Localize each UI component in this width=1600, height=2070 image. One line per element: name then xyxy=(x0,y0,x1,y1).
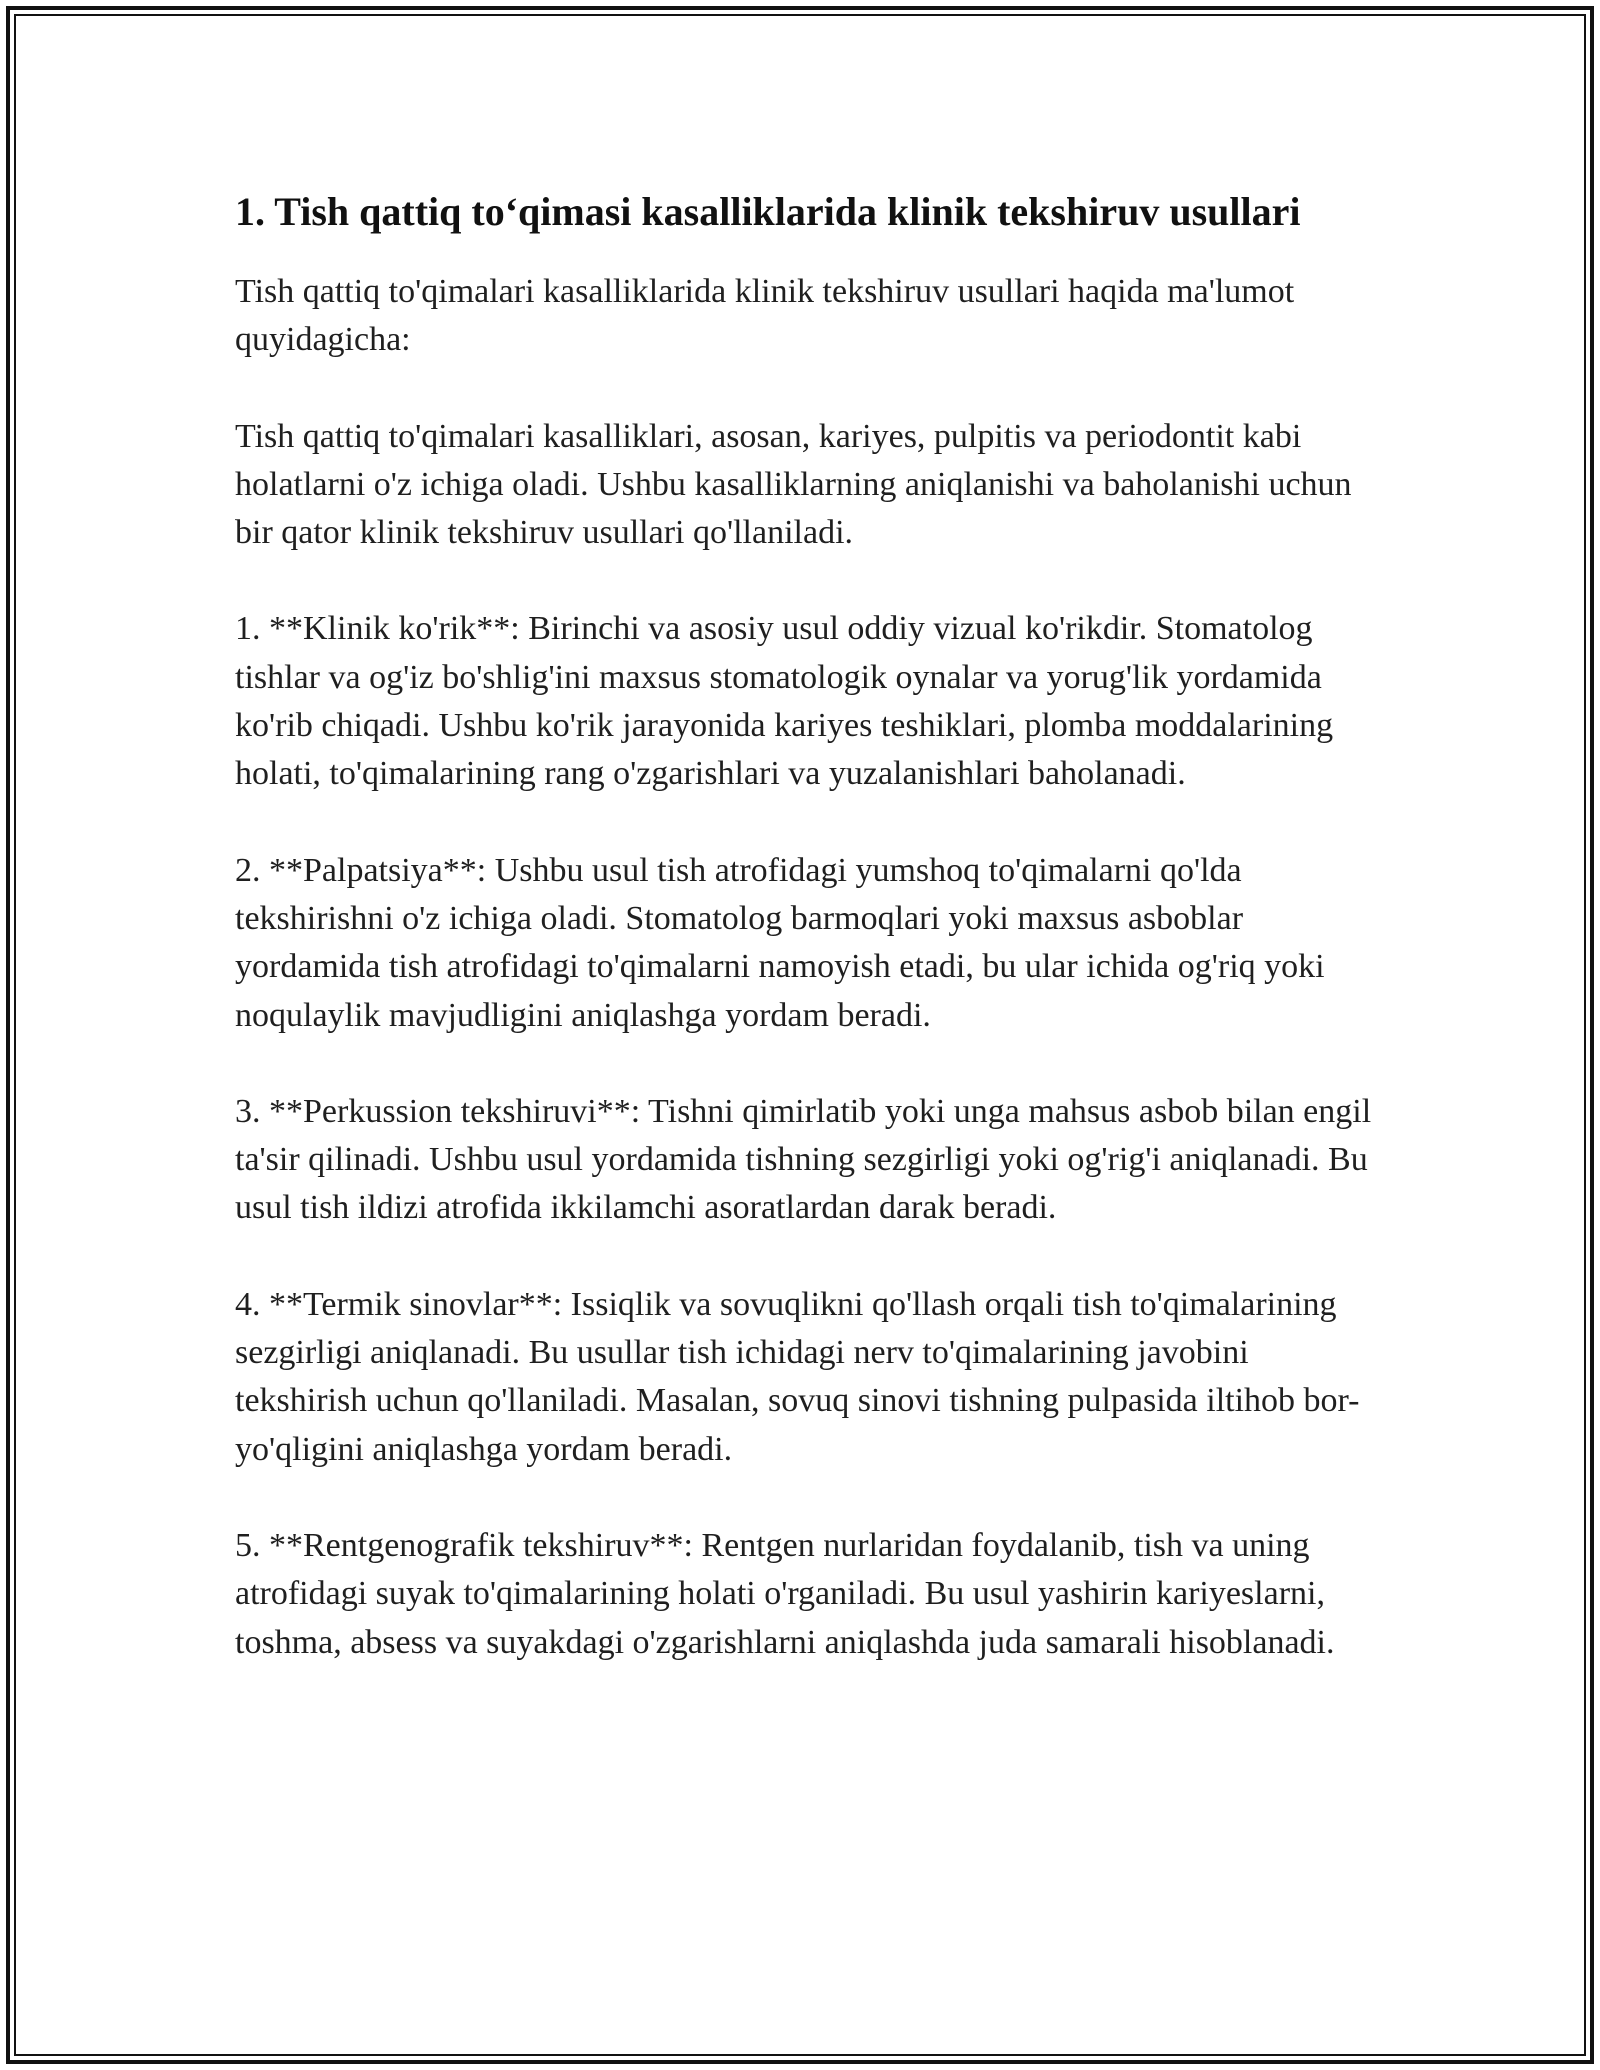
document-body xyxy=(235,186,1375,1715)
method-radiography: 5. **Rentgenografik tekshiruv**: Rentgen nurlaridan foydalanib, tish va uning atrofidagi suyak to'qimalarining holati o'rganiladi. Bu usul yashirin kariyeslarni, toshma, absess va suyakdagi o'zgarishlarni aniqlashda juda samarali hisoblanadi. xyxy=(235,1526,1335,1661)
method-percussion: 3. **Perkussion tekshiruvi**: Tishni qimirlatib yoki unga mahsus asbob bilan engil ta'sir qilinadi. Ushbu usul yordamida tishning sezgirligi yoki og'rig'i aniqlanadi. Bu usul tish ildizi atrofida ikkilamchi asoratlardan darak beradi. xyxy=(235,1092,1372,1227)
method-palpation: 2. **Palpatsiya**: Ushbu usul tish atrofidagi yumshoq to'qimalarni qo'lda tekshirishni o'z ichiga oladi. Stomatolog barmoqlari yoki maxsus asboblar yordamida tish atrofidagi to'qimalarni namoyish etadi, bu ular ichida og'riq yoki noqulaylik mavjudligini aniqlashga yordam beradi. xyxy=(235,851,1325,1034)
document-title: 1. Tish qattiq to‘qimasi kasalliklarida klinik tekshiruv usullari xyxy=(235,189,1301,234)
method-clinical-exam: 1. **Klinik ko'rik**: Birinchi va asosiy usul oddiy vizual ko'rikdir. Stomatolog tishlar va og'iz bo'shlig'ini maxsus stomatologik oynalar va yorug'lik yordamida ko'rib chiqadi. Ushbu ko'rik jarayonida kariyes teshiklari, plomba moddalarining holati, to'qimalarining rang o'zgarishlari va yuzalanishlari baholanadi. xyxy=(235,610,1334,793)
intro-paragraph: Tish qattiq to'qimalari kasalliklarida klinik tekshiruv usullari haqida ma'lumot quyidagicha: xyxy=(235,273,1295,359)
overview-paragraph: Tish qattiq to'qimalari kasalliklari, asosan, kariyes, pulpitis va periodontit kabi holatlarni o'z ichiga oladi. Ushbu kasalliklarning aniqlanishi va baholanishi uchun bir qator klinik tekshiruv usullari qo'llaniladi. xyxy=(235,417,1352,552)
method-thermal-tests: 4. **Termik sinovlar**: Issiqlik va sovuqlikni qo'llash orqali tish to'qimalarining sezgirligi aniqlanadi. Bu usullar tish ichidagi nerv to'qimalarining javobini tekshirish uchun qo'llaniladi. Masalan, sovuq sinovi tishning pulpasida iltihob bor-yo'qligini aniqlashga yordam beradi. xyxy=(235,1285,1360,1468)
